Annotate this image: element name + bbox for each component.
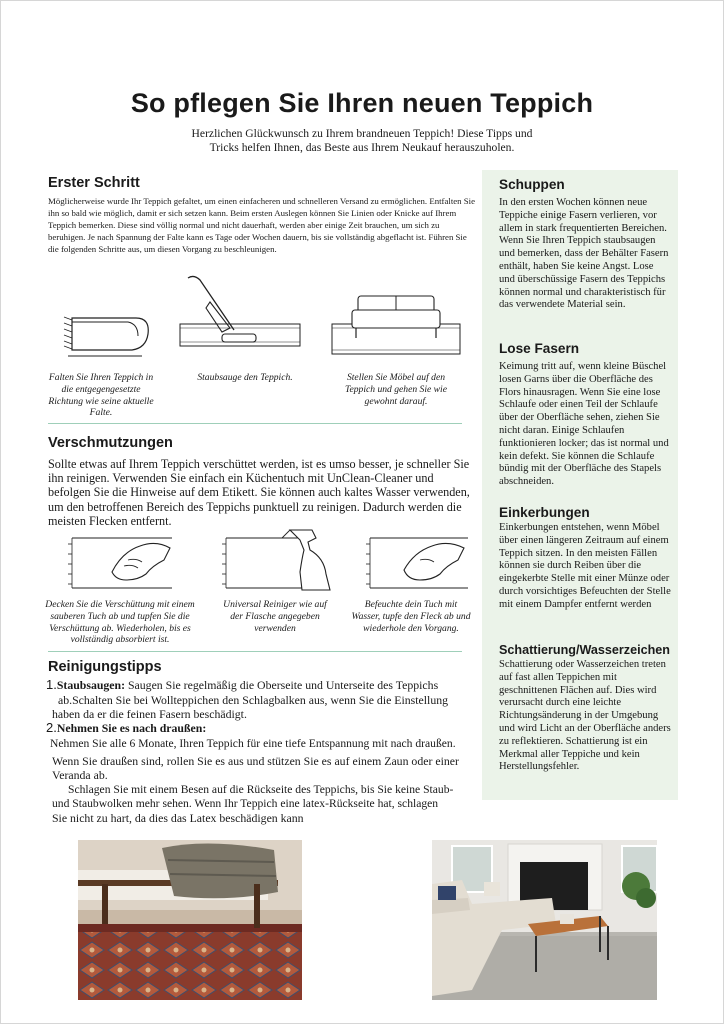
cloth-caption: Decken Sie die Verschüttung mit einem sauberen Tuch ab und tupfen Sie die Verschüttung ab. Wiederholen, bis es vollständig absorbiert ist. [45, 599, 195, 646]
cleaner-caption: Universal Reiniger wie auf der Flasche angegeben verwenden [223, 599, 327, 634]
tip-outdoor-line4: Schlagen Sie mit einem Besen auf die Rückseite des Teppichs, bis Sie keine Staub- [68, 783, 454, 796]
tip-text: ab. [58, 693, 73, 707]
tip-outdoor-line1: Nehmen Sie alle 6 Monate, Ihren Teppich für eine tiefe Entspannung mit nach draußen. [50, 737, 456, 750]
tips-heading: Reinigungstipps [48, 659, 162, 675]
section-divider [48, 651, 462, 652]
spray-bottle-illustration [220, 524, 340, 592]
shading-heading: Schattierung/Wasserzeichen [499, 643, 670, 657]
shedding-text: In den ersten Wochen können neue Teppiche einige Fasern verlieren, vor allem in stark frequentierten Bereichen. Wenn Sie Ihren Teppich staubsaugen und bemerken, dass der Behälter Fasern enthält, haben Sie keine Angst. Lose und überschüssige Fasern des Teppichs können normal und charakteristisch für das verwendete Material sein. [499, 197, 669, 311]
tip-text: Schalten Sie bei Wollteppichen den Schlagbalken aus, wenn Sie die Einstellung [72, 693, 449, 707]
dents-text: Einkerbungen entstehen, wenn Möbel über einen längeren Zeitraum auf einem Teppich sitzen. In den meisten Fällen können sie durch Reiben über die eingekerbte Stelle mit einer Münze oder durch vorsichtiges Befeuchten der Stelle mit einem Dampfer entfernt werden [499, 522, 671, 610]
cloth-blot-illustration [66, 530, 178, 592]
tip-label: Staubsaugen: [56, 678, 126, 692]
vacuum-rug-illustration [176, 272, 306, 352]
page-title: So pflegen Sie Ihren neuen Teppich [130, 88, 594, 118]
page-subtitle: Herzlichen Glückwunsch zu Ihrem brandneuen Teppich! Diese Tipps und Tricks helfen Ihnen, das Beste aus Ihrem Neukauf herauszuholen. [191, 127, 533, 154]
tip-number: 2. [46, 720, 57, 735]
wet-cloth-illustration [364, 530, 472, 592]
first-step-text: Möglicherweise wurde Ihr Teppich gefaltet, um einen einfacheren und schnelleren Versand zu ermöglichen. Entfalten Sie ihn so bald wie möglich, damit er sich setzen kann. Beim ersten Auslegen können Sie Linien oder Knicke auf Ihrem Teppich bemerken. Diese sind völlig normal und nicht dauerhaft, werden aber einige Zeit brauchen, um sich zu beruhigen. Je nach Spannung der Falte kann es Tage oder Wochen dauern, bis sie vollständig abgeflacht ist. Führen Sie die folgenden Schritte aus, um diesen Vorgang zu beschleunigen. [48, 196, 476, 254]
tip-vacuum-line2 [58, 693, 482, 707]
vacuum-caption: Staubsauge den Teppich. [197, 372, 293, 383]
tip-vacuum [46, 678, 482, 692]
folded-rug-illustration [58, 308, 150, 360]
stains-heading: Verschmutzungen [48, 435, 173, 451]
fold-caption: Falten Sie Ihren Teppich in die entgegengesetzte Richtung wie seine aktuelle Falte. [48, 372, 154, 419]
shedding-heading: Schuppen [499, 177, 565, 192]
living-room-photo [432, 840, 657, 1000]
tip-label: Nehmen Sie es nach draußen: [56, 721, 207, 735]
stains-text: Sollte etwas auf Ihrem Teppich verschüttet werden, ist es umso besser, je schneller Sie ihn reinigen. Verwenden Sie einfach ein Küchentuch mit UnClean-Cleaner und befolgen Sie die Hinweise auf dem Etikett. Sie können auch kaltes Wasser verwenden, um den betroffenen Bereich des Teppichs punktuell zu reinigen. Dadurch werden die meisten Flecken entfernt. [48, 457, 470, 528]
tip-outdoor-line2: Wenn Sie draußen sind, rollen Sie es aus und stützen Sie es auf einem Zaun oder einer [52, 754, 459, 768]
rug-bench-photo [78, 840, 302, 1000]
loose-fibers-text: Keimung tritt auf, wenn kleine Büschel losen Garns über die Oberfläche des Flors hinausragen. Wenn Sie eine lose Schlaufe oder einen Teil der Schlaufe über der Oberfläche sehen, ziehen Sie nicht daran. Einige Schlaufen funktionieren locker; das ist normal und kein defekt. Sie können die Schlaufe bündig mit der Oberfläche des Stapels abschneiden. [499, 361, 669, 488]
tip-vacuum-line3: haben da er die feinen Fasern beschädigt. [52, 707, 247, 721]
tip-outdoor-line6: Sie nicht zu hart, da dies das Latex beschädigen kann [52, 811, 304, 825]
sofa-on-rug-illustration [330, 288, 462, 358]
dents-heading: Einkerbungen [499, 505, 590, 520]
tip-outdoor-line5: und Staubwolken mehr sehen. Wenn Ihr Teppich eine latex-Rückseite hat, schlagen [52, 797, 439, 810]
shading-text: Schattierung oder Wasserzeichen treten auf fast allen Teppichen mit geschnittenen Flächen auf. Dies wird verursacht durch eine leichte Richtungsänderung in der Umgebung und wird Licht an der Oberfläche anders zu reflektieren. Schattierung ist ein Merkmal aller Teppiche und kein Herstellungsfehler. [499, 659, 671, 773]
first-step-heading: Erster Schritt [48, 175, 140, 191]
water-caption: Befeuchte dein Tuch mit Wasser, tupfe den Fleck ab und wiederhole den Vorgang. [351, 599, 471, 634]
furniture-caption: Stellen Sie Möbel auf den Teppich und gehen Sie wie gewohnt darauf. [345, 372, 447, 407]
loose-fibers-heading: Lose Fasern [499, 341, 580, 356]
tip-text: Saugen Sie regelmäßig die Oberseite und Unterseite des Teppichs [125, 678, 439, 692]
section-divider [48, 423, 462, 424]
tip-outdoor [46, 721, 482, 735]
tip-number: 1. [46, 677, 57, 692]
tip-outdoor-line3: Veranda ab. [52, 768, 108, 782]
